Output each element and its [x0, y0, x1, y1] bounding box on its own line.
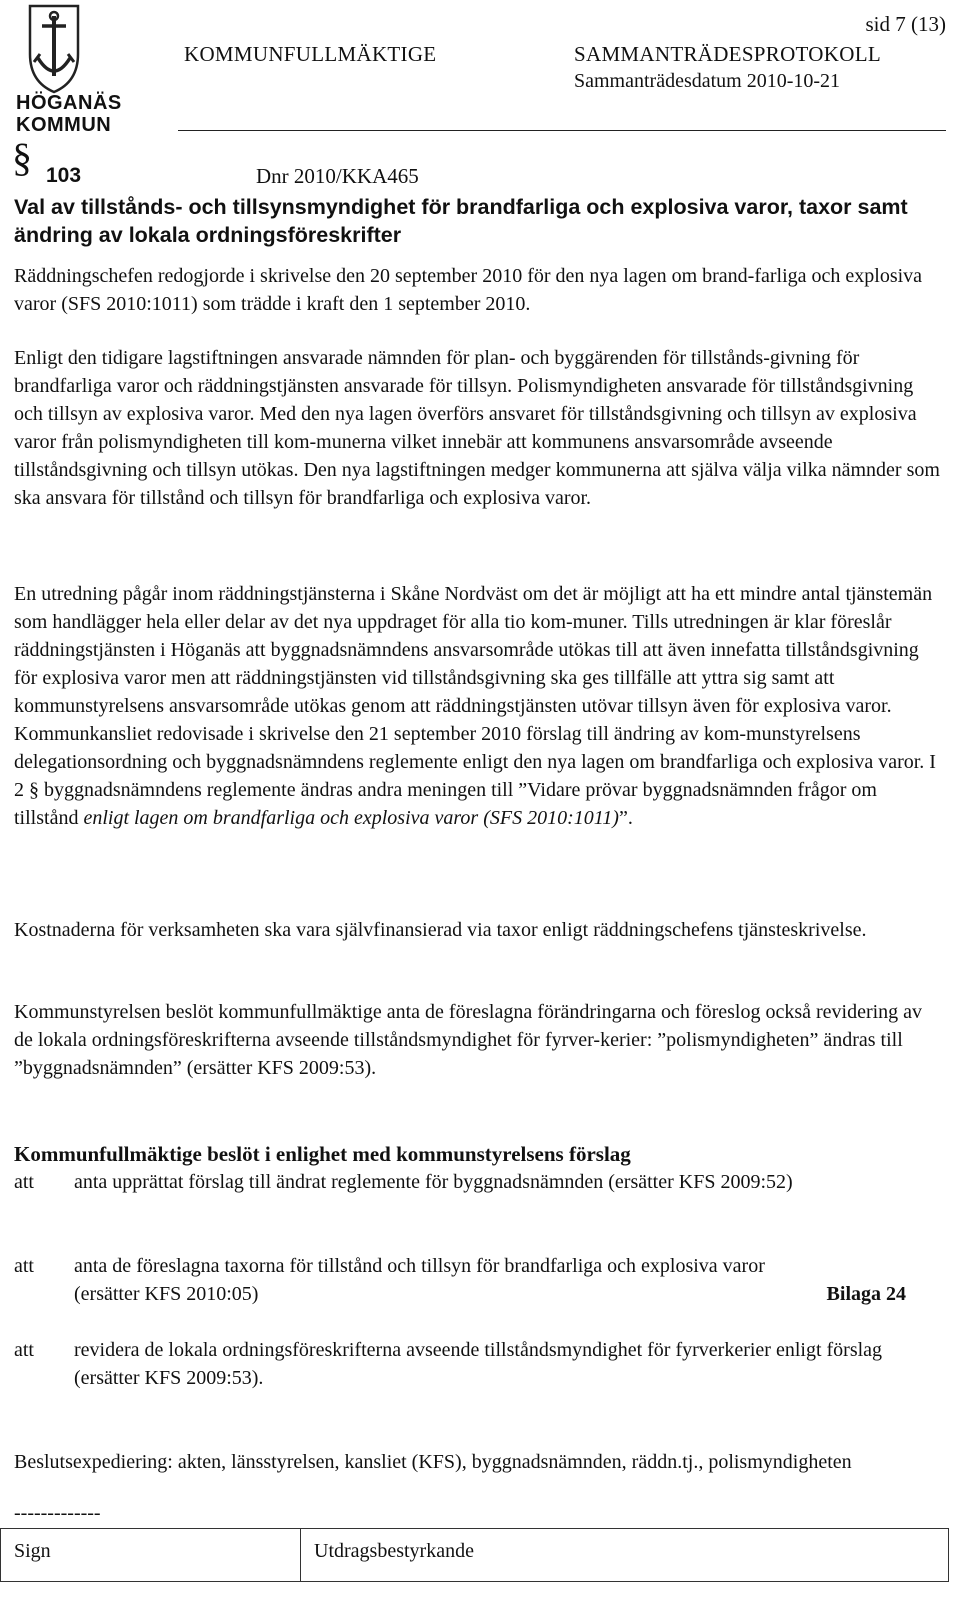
page-number: sid 7 (13) [865, 12, 946, 36]
paragraph-1-text: Räddningschefen redogjorde i skrivelse den 20 september 2010 för den nya lagen om brand-farliga och explosiva varor (SFS 2010:1011) som trädde i kraft den 1 september 2010. [14, 265, 923, 315]
header-meeting-date: Sammanträdesdatum 2010-10-21 [574, 70, 841, 92]
separator-dashes: ------------- [14, 1502, 101, 1524]
paragraph-1 [14, 262, 944, 318]
decision-heading: Kommunfullmäktige beslöt i enlighet med kommunstyrelsens förslag [14, 1142, 631, 1166]
decision-item-1-text [74, 1168, 906, 1196]
paragraph-2 [14, 344, 944, 512]
logo-text-line1: HÖGANÄS [16, 92, 122, 114]
header-divider [178, 130, 946, 131]
sign-label: Sign [14, 1540, 51, 1562]
paragraph-5-text: Kommunstyrelsen beslöt kommunfullmäktige anta de föreslagna förändringarna och föreslog också revidering av de lokala ordningsföreskrifterna avseende tillståndsmyndighet för fyrver-kerier: ”polismyndigheten” ändras till ”byggnadsnämnden” (ersätter KFS 2009:53). [14, 1001, 923, 1079]
distribution-list: Beslutsexpediering: akten, länsstyrelsen, kansliet (KFS), byggnadsnämnden, räddn.tj., polismyndigheten [14, 1451, 852, 1473]
header-doc-type: SAMMANTRÄDESPROTOKOLL [574, 42, 881, 66]
decision-item-2-word: att [14, 1255, 34, 1277]
certification-label: Utdragsbestyrkande [314, 1540, 474, 1562]
paragraph-3-main: En utredning pågår inom räddningstjänsterna i Skåne Nordväst om det är möjligt att ha ett mindre antal tjänstemän som handlägger hela eller delar av det nya uppdraget för alla tio kom-muner. Tills utredningen är klar föreslår räddningstjänsten i Höganäs att byggnadsnämndens ansvarsområde utökas till att även innefatta tillståndsgivning för explosiva varor men att räddningstjänsten vid tillståndsgivning ska ges tillfälle att yttra sig samt att kommunstyrelsens ansvarsområde utökas genom att räddningstjänsten utövar tillsyn även för explosiva varor. Kommunkansliet redovisade i skrivelse den 21 september 2010 förslag till ändring av kom-munstyrelsens delegationsordning och byggnadsnämndens reglemente enligt den nya lagen om brandfarliga och explosiva varor. I 2 § byggnadsnämndens reglemente ändras andra meningen till ”Vidare prövar byggnadsnämnden frågor om tillstånd [14, 583, 936, 829]
paragraph-3 [14, 580, 944, 832]
paragraph-5 [14, 998, 944, 1082]
paragraph-3-end: ”. [618, 807, 633, 829]
decision-item-3-text [74, 1336, 906, 1392]
header-organ: KOMMUNFULLMÄKTIGE [184, 42, 437, 66]
decision-item-2-body: anta de föreslagna taxorna för tillstånd och tillsyn för brandfarliga och explosiva varor (ersätter KFS 2010:05) [74, 1255, 765, 1305]
logo-text-line2: KOMMUN [16, 114, 112, 136]
signature-box [0, 1528, 949, 1582]
paragraph-3-text [14, 580, 944, 832]
decision-item-1-word: att [14, 1171, 34, 1193]
decision-item-2-text [74, 1252, 906, 1308]
signature-box-divider [300, 1528, 301, 1582]
paragraph-mark: § [12, 135, 32, 180]
item-number: 103 [46, 164, 82, 187]
paragraph-4 [14, 916, 944, 944]
decision-item-3-word: att [14, 1339, 34, 1361]
logo-wordmark [16, 92, 122, 136]
attachment-label: Bilaga 24 [826, 1283, 906, 1305]
paragraph-3-italic: enligt lagen om brandfarliga och explosiva varor (SFS 2010:1011) [83, 807, 619, 829]
decision-item-1-body: anta upprättat förslag till ändrat reglemente för byggnadsnämnden (ersätter KFS 2009:52) [74, 1171, 793, 1193]
paragraph-2-text: Enligt den tidigare lagstiftningen ansvarade nämnden för plan- och byggärenden för tillstånds-givning för brandfarliga varor och räddningstjänsten ansvarade för tillsyn. Polismyndigheten ansvarade för tillståndsgivning och tillsyn av explosiva varor. Med den nya lagen överförs ansvaret för tillståndsgivning och tillsyn av explosiva varor från polismyndigheten till kom-munerna vilket innebär att kommunens ansvarsområde avseende tillståndsgivning och tillsyn utökas. Den nya lagstiftningen medger kommunerna att själva välja vilka nämnder som ska ansvara för tillstånd och tillsyn för brandfarliga och explosiva varor. [14, 347, 940, 509]
diary-number: Dnr 2010/KKA465 [256, 164, 419, 188]
decision-item-3-body: revidera de lokala ordningsföreskrifterna avseende tillståndsmyndighet för fyrverkerier enligt förslag (ersätter KFS 2009:53). [74, 1339, 883, 1389]
paragraph-4-text: Kostnaderna för verksamheten ska vara självfinansierad via taxor enligt räddningschefens tjänsteskrivelse. [14, 919, 867, 941]
item-title: Val av tillstånds- och tillsynsmyndighet för brandfarliga och explosiva varor, taxor samt ändring av lokala ordningsföreskrifter [14, 195, 908, 247]
